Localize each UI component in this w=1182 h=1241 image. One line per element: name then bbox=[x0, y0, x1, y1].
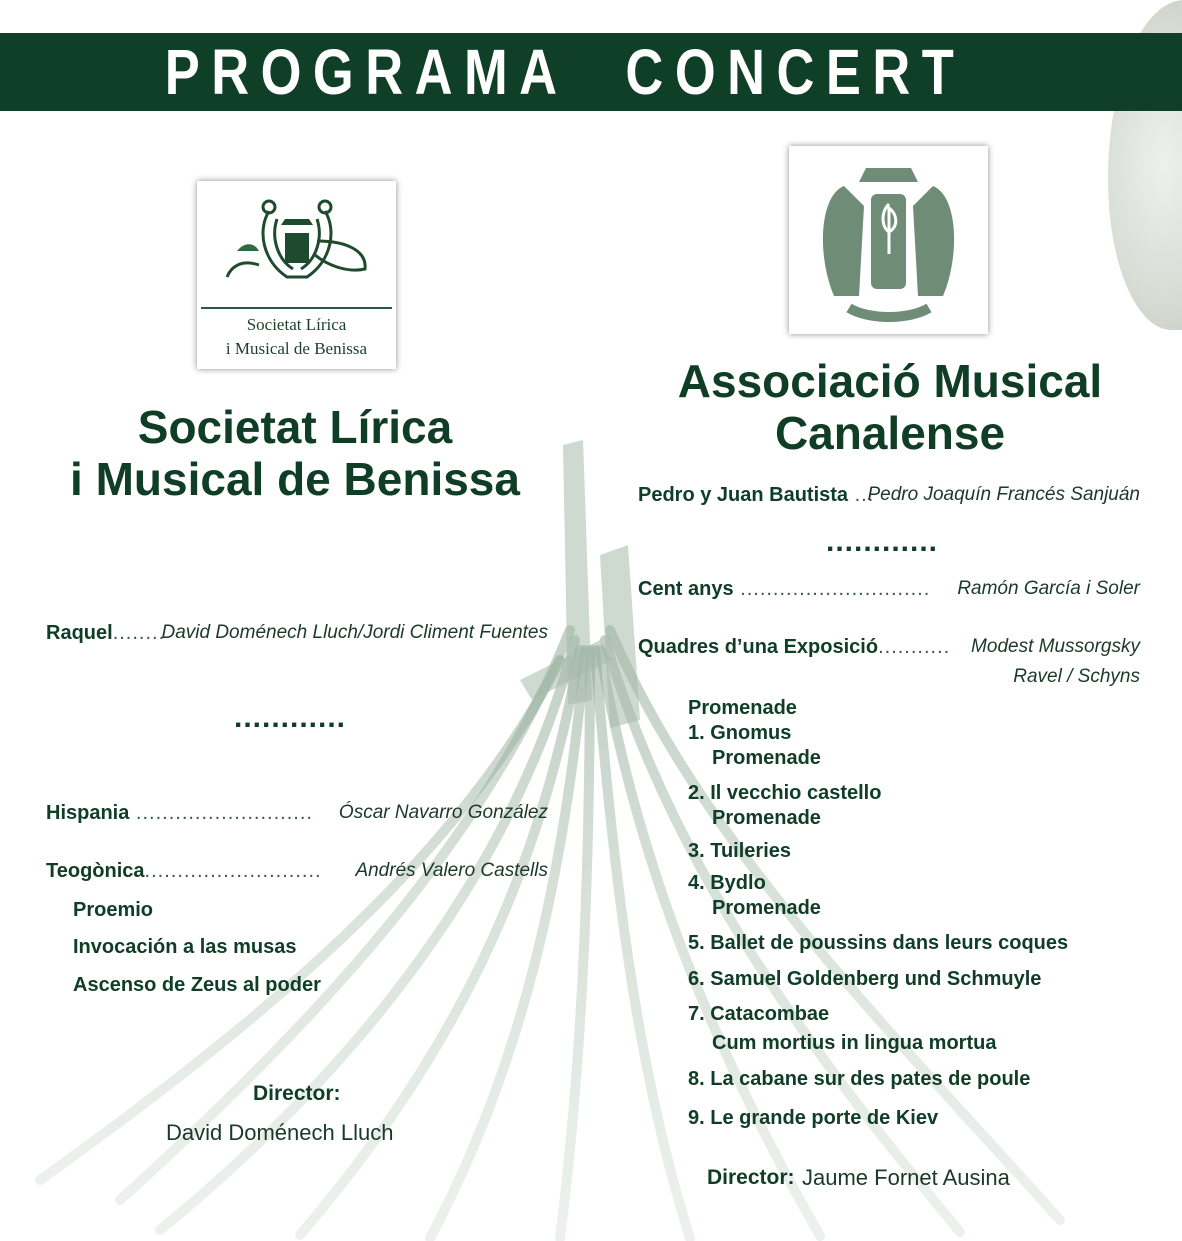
director-name: Jaume Fornet Ausina bbox=[802, 1165, 1010, 1190]
arranger: Ravel / Schyns bbox=[1013, 666, 1140, 687]
programme-item: Cent anys ............................. Ramón García i Soler bbox=[638, 578, 1140, 600]
movement: Promenade bbox=[712, 747, 821, 769]
page-title: PROGRAMA CONCERT bbox=[164, 36, 966, 108]
left-group-title: Societat Lírica i Musical de Benissa bbox=[70, 401, 520, 505]
right-group-title: Associació Musical Canalense bbox=[677, 355, 1103, 459]
programme-item: Quadres d’una Exposició........... Modest Mussorgsky bbox=[638, 636, 1140, 658]
movement: Proemio bbox=[73, 899, 154, 921]
movement: 6. Samuel Goldenberg und Schmuyle bbox=[688, 968, 1042, 990]
movement: Cum mortius in lingua mortua bbox=[712, 1032, 997, 1054]
separator-dots: ............ bbox=[234, 701, 347, 734]
separator-dots: ............ bbox=[826, 525, 939, 558]
benissa-logo bbox=[197, 181, 396, 369]
programme-item: Raquel........ David Doménech Lluch/Jordi Climent Fuentes bbox=[46, 622, 548, 644]
movement: Promenade bbox=[712, 807, 821, 829]
movement: 8. La cabane sur des pates de poule bbox=[688, 1068, 1031, 1090]
movement: 5. Ballet de poussins dans leurs coques bbox=[688, 932, 1069, 954]
director-name: David Doménech Lluch bbox=[166, 1120, 394, 1145]
movement: 1. Gnomus bbox=[688, 722, 792, 744]
movement: 9. Le grande porte de Kiev bbox=[688, 1107, 939, 1129]
movement: 3. Tuileries bbox=[688, 840, 792, 862]
programme-item: Hispania ........................... Óscar Navarro González bbox=[46, 802, 548, 824]
treble-clef-crest-icon bbox=[789, 146, 988, 334]
movement: Invocación a las musas bbox=[73, 936, 297, 958]
movement: Ascenso de Zeus al poder bbox=[73, 974, 321, 996]
movement: 4. Bydlo bbox=[688, 872, 766, 894]
movement: 2. Il vecchio castello bbox=[688, 782, 882, 804]
title-banner bbox=[0, 33, 1182, 111]
director-label: Director: bbox=[253, 1082, 341, 1105]
movement: 7. Catacombae bbox=[688, 1003, 830, 1025]
logo-divider bbox=[201, 307, 392, 309]
movement: Promenade bbox=[688, 697, 797, 719]
lyre-crest-icon bbox=[197, 181, 396, 305]
programme-item: Pedro y Juan Bautista ... Pedro Joaquín Francés Sanjuán bbox=[638, 484, 1140, 506]
movement: Promenade bbox=[712, 897, 821, 919]
logo-caption: Societat Lírica i Musical de Benissa bbox=[225, 315, 368, 358]
canalense-logo bbox=[789, 146, 988, 334]
director-label: Director: bbox=[707, 1166, 795, 1189]
programme-item: Teogònica........................... Andrés Valero Castells bbox=[46, 860, 548, 882]
logo-ribbon-text: CANALENSE bbox=[864, 302, 914, 311]
